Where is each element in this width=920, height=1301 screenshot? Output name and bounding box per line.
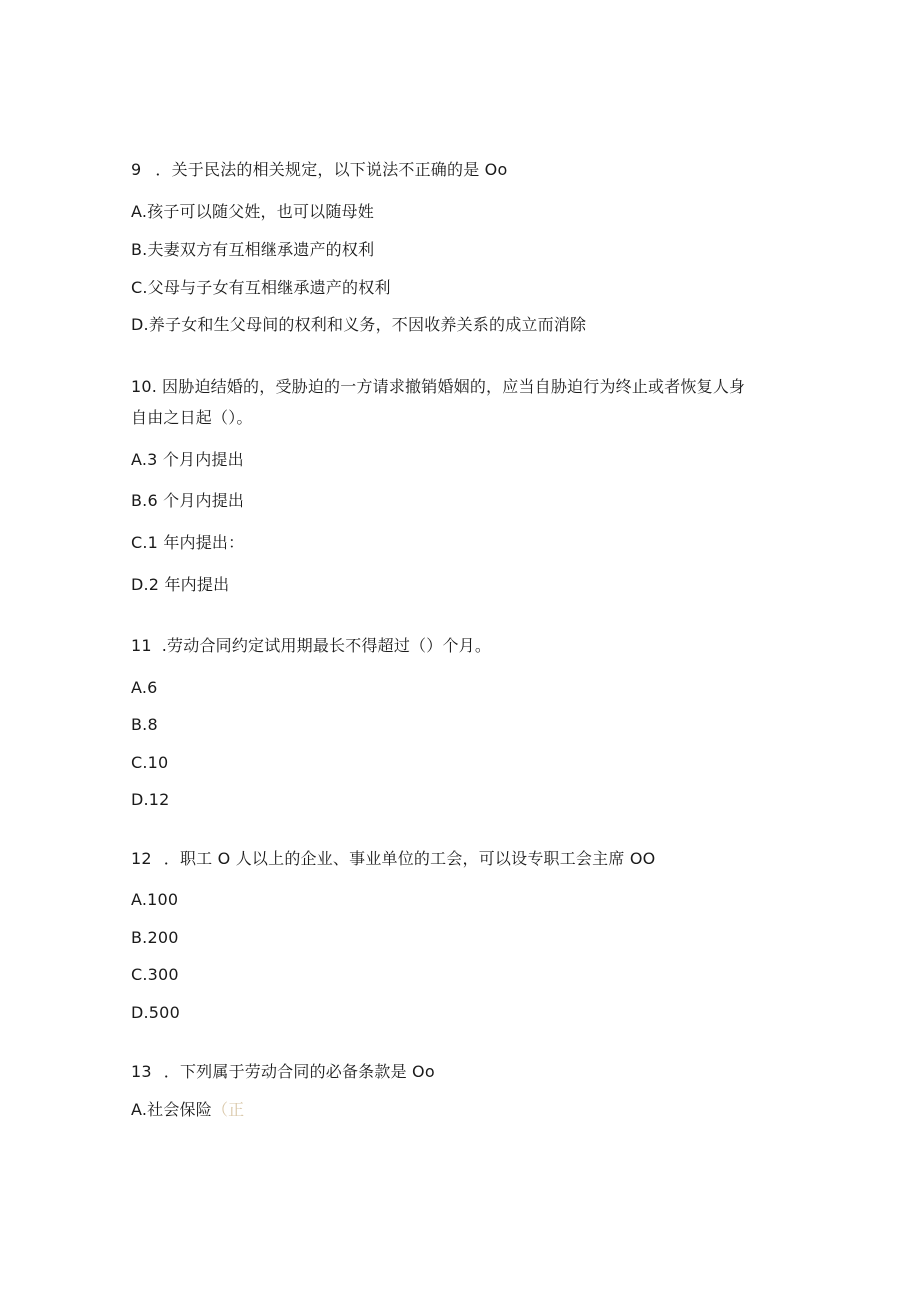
option-11-c: C.10 — [131, 753, 169, 772]
option-text: A.社会保险 — [131, 1100, 212, 1119]
option-11-b: B.8 — [131, 715, 158, 734]
option-13-a — [131, 1100, 244, 1120]
option-10-d: D.2 年内提出 — [131, 575, 230, 594]
question-number: 10. — [131, 377, 158, 396]
question-text: ．下列属于劳动合同的必备条款是 Oo — [163, 1062, 435, 1081]
question-9-stem — [131, 160, 507, 180]
question-text: .劳动合同约定试用期最长不得超过（）个月。 — [161, 636, 492, 655]
question-10-stem-line2: 自由之日起（）。 — [131, 408, 253, 427]
option-9-d: D.养子女和生父母间的权利和义务，不因收养关系的成立而消除 — [131, 315, 587, 334]
option-10-a: A.3 个月内提出 — [131, 450, 244, 469]
question-text: ．职工 O 人以上的企业、事业单位的工会，可以设专职工会主席 OO — [163, 849, 656, 868]
option-9-c: C.父母与子女有互相继承遗产的权利 — [131, 278, 391, 297]
question-number: 11 — [131, 636, 152, 655]
question-11-stem — [131, 636, 491, 656]
option-9-b: B.夫妻双方有互相继承遗产的权利 — [131, 240, 375, 259]
option-12-b: B.200 — [131, 928, 179, 947]
option-12-c: C.300 — [131, 965, 179, 984]
question-text: ．关于民法的相关规定，以下说法不正确的是 Oo — [155, 160, 508, 179]
option-12-d: D.500 — [131, 1003, 180, 1022]
question-number: 9 — [131, 160, 142, 179]
option-10-b: B.6 个月内提出 — [131, 491, 245, 510]
question-number: 12 — [131, 849, 152, 868]
question-12-stem — [131, 849, 655, 869]
question-number: 13 — [131, 1062, 152, 1081]
option-12-a: A.100 — [131, 890, 179, 909]
question-text: 因胁迫结婚的，受胁迫的一方请求撤销婚姻的，应当自胁迫行为终止或者恢复人身 — [162, 377, 746, 396]
option-11-d: D.12 — [131, 790, 170, 809]
option-10-c: C.1 年内提出： — [131, 533, 245, 552]
question-10-stem — [131, 377, 745, 397]
option-11-a: A.6 — [131, 678, 158, 697]
question-13-stem — [131, 1062, 435, 1082]
option-9-a: A.孩子可以随父姓，也可以随母姓 — [131, 202, 374, 221]
faint-annotation: （正 — [211, 1100, 245, 1119]
